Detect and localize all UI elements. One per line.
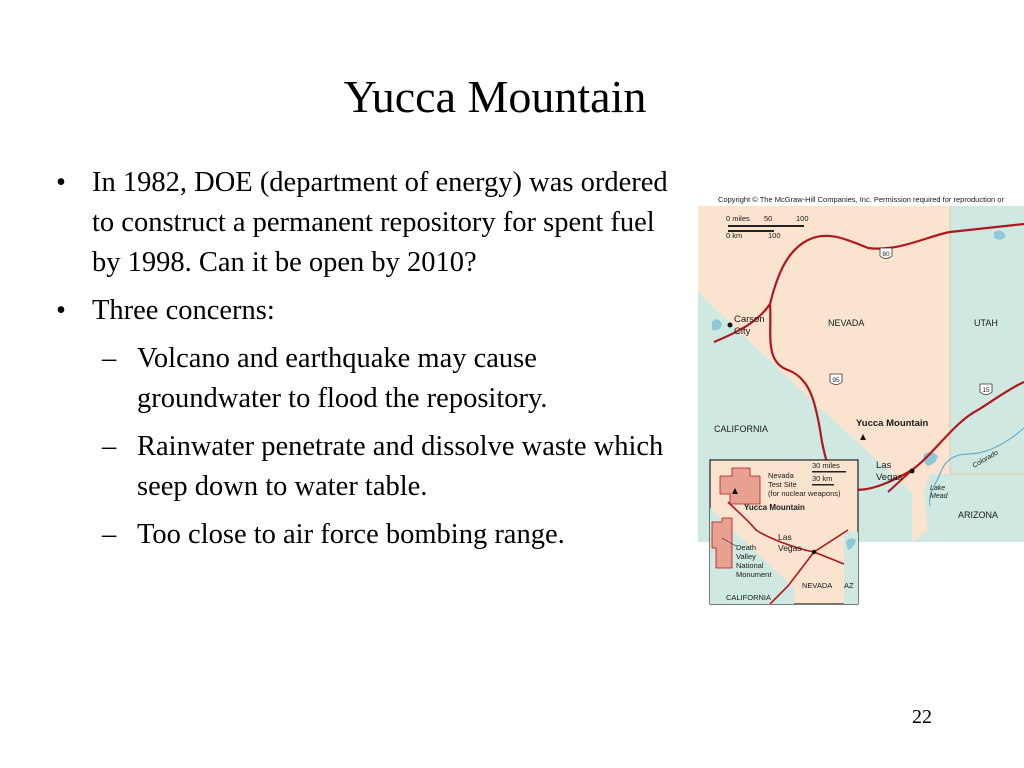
sub-bullet-item: [102, 515, 676, 555]
inset-las-vegas-dot: [812, 550, 816, 554]
nevada-label: NEVADA: [828, 318, 865, 328]
utah-label: UTAH: [974, 318, 998, 328]
inset-test-site-2: Test Site: [768, 480, 797, 489]
bullet-list: [56, 163, 676, 563]
inset-scale-bar-miles: [812, 471, 846, 473]
inset-yucca-label: Yucca Mountain: [744, 503, 805, 512]
map-copyright: Copyright © The McGraw-Hill Companies, Inc. Permission required for reproduction or: [718, 195, 1004, 204]
page-number: 22: [912, 706, 932, 728]
inset-scale-km: 30 km: [812, 474, 833, 483]
nevada-map: [698, 192, 1024, 610]
hwy-95-label: 95: [832, 377, 840, 384]
bullet-item: [56, 163, 676, 283]
mead-label: Mead: [930, 493, 948, 500]
las-vegas-dot: [910, 469, 915, 474]
colorado-label: Colorado: [971, 449, 1000, 470]
scale-100-label: 100: [796, 214, 809, 223]
carson-city-dot: [728, 323, 733, 328]
bullet-item: [56, 291, 676, 331]
inset-nevada: NEVADA: [802, 581, 833, 590]
carson-label: Carson: [734, 314, 765, 325]
sub-bullet-mark: –: [102, 343, 117, 374]
yucca-mountain-label: Yucca Mountain: [856, 418, 929, 429]
bullet-text: In 1982, DOE (department of energy) was ordered to construct a permanent repository for spent fuel by 1998. Can it be open by 2010?: [92, 167, 668, 278]
arizona-label: ARIZONA: [958, 510, 999, 520]
lake-label: Lake: [930, 485, 946, 492]
inset-vegas: Vegas: [778, 543, 802, 553]
bullet-mark: •: [56, 167, 66, 198]
inset-scale-miles: 30 miles: [812, 461, 840, 470]
inset-death-1: Death: [736, 543, 757, 552]
sub-bullet-text: Too close to air force bombing range.: [137, 519, 565, 550]
sub-bullet-item: [102, 339, 676, 419]
las-label: Las: [876, 460, 892, 471]
scale-km-label: 0 km: [726, 231, 743, 240]
interstate-15-shield: [980, 384, 992, 395]
sub-bullet-text: Rainwater penetrate and dissolve waste which seep down to water table.: [137, 431, 664, 502]
inset-death-3: National: [736, 561, 764, 570]
inset-test-site-1: Nevada: [768, 471, 794, 480]
california-label: CALIFORNIA: [714, 424, 769, 434]
bullet-text: Three concerns:: [92, 295, 275, 326]
sub-bullet-item: [102, 427, 676, 507]
nevada-map-svg: [698, 192, 1024, 610]
inset-map: [710, 460, 858, 604]
sub-bullet-mark: –: [102, 431, 117, 462]
scale-km100-label: 100: [768, 231, 781, 240]
inset-test-site-3: (for nuclear weapons): [768, 489, 841, 498]
inset-death-4: Monument: [736, 570, 772, 579]
scale-50-label: 50: [764, 214, 773, 223]
inset-california-label: CALIFORNIA: [726, 593, 772, 602]
sub-bullet-mark: –: [102, 519, 117, 550]
vegas-label: Vegas: [876, 472, 903, 483]
interstate-95-shield: [830, 374, 842, 385]
sub-bullet-text: Volcano and earthquake may cause groundwater to flood the repository.: [137, 343, 548, 414]
slide-title: Yucca Mountain: [343, 71, 647, 122]
city-label: City: [734, 326, 751, 337]
scale-miles-label: 0 miles: [726, 214, 750, 223]
inset-scale-bar-km: [812, 484, 834, 486]
inset-az: AZ: [844, 581, 854, 590]
interstate-80-shield: [880, 248, 892, 259]
inset-death-2: Valley: [736, 552, 756, 561]
hwy-15-label: 15: [982, 387, 990, 394]
inset-las: Las: [778, 532, 792, 542]
hwy-80-label: 80: [882, 251, 890, 258]
bullet-mark: •: [56, 295, 66, 326]
